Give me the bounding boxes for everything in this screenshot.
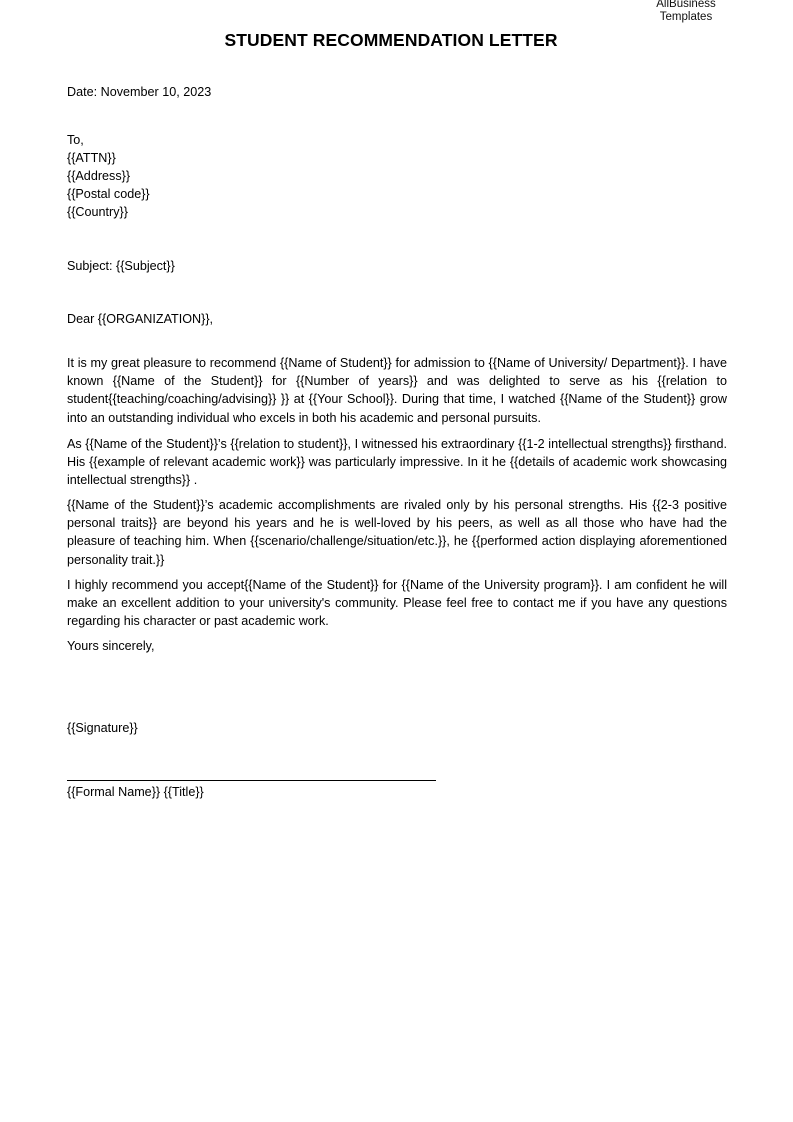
letter-salutation: Dear {{ORGANIZATION}}, bbox=[67, 312, 214, 326]
letter-date: Date: November 10, 2023 bbox=[67, 85, 212, 99]
signature-placeholder: {{Signature}} bbox=[67, 721, 138, 735]
recipient-postal-code: {{Postal code}} bbox=[67, 187, 150, 201]
recipient-attn: {{ATTN}} bbox=[67, 151, 116, 165]
body-paragraph-1: It is my great pleasure to recommend {{Name of Student}} for admission to {{Name of University/ Department}}. I have known {{Name of the Student}} for {{Number of years}} and was delighted to serve as his {{relation to student{{teaching/coaching/advising}} }} at {{Your School}}. During that time, I watched {{Name of the Student}} grow into an outstanding individual who excels in both his academic and personal pursuits. bbox=[67, 356, 727, 425]
logo-line-2: Templates bbox=[659, 10, 713, 23]
body-paragraph-3: {{Name of the Student}}’s academic accomplishments are rivaled only by his personal strengths. His {{2-3 positive personal traits}} are beyond his years and he is well-loved by his peers, as well as all those who have had the pleasure of teaching him. When {{scenario/challenge/situation/etc.}}, he {{performed action displaying aforementioned personality trait.}} bbox=[67, 498, 727, 567]
body-paragraph-4: I highly recommend you accept{{Name of the Student}} for {{Name of the University program}}. I am confident he will make an excellent addition to your university's community. Please feel free to contact me if you have any questions regarding his character or past academic work. bbox=[67, 578, 727, 629]
recipient-address: {{Address}} bbox=[67, 169, 131, 183]
letter-closing: Yours sincerely, bbox=[67, 639, 155, 653]
body-paragraph-2: As {{Name of the Student}}’s {{relation to student}}, I witnessed his extraordinary {{1-2 intellectual strengths}} firsthand. His {{example of relevant academic work}} was particularly impressive. In it he {{details of academic work showcasing intellectual strengths}} . bbox=[67, 437, 727, 488]
letter-subject: Subject: {{Subject}} bbox=[67, 259, 175, 273]
logo-line-1: AllBusiness bbox=[656, 0, 716, 10]
document-title: STUDENT RECOMMENDATION LETTER bbox=[224, 30, 558, 50]
signature-line bbox=[67, 780, 436, 781]
allbusiness-templates-logo bbox=[648, 0, 724, 23]
formal-name-title: {{Formal Name}} {{Title}} bbox=[67, 785, 204, 799]
recipient-to: To, bbox=[67, 133, 84, 147]
recipient-country: {{Country}} bbox=[67, 205, 128, 219]
